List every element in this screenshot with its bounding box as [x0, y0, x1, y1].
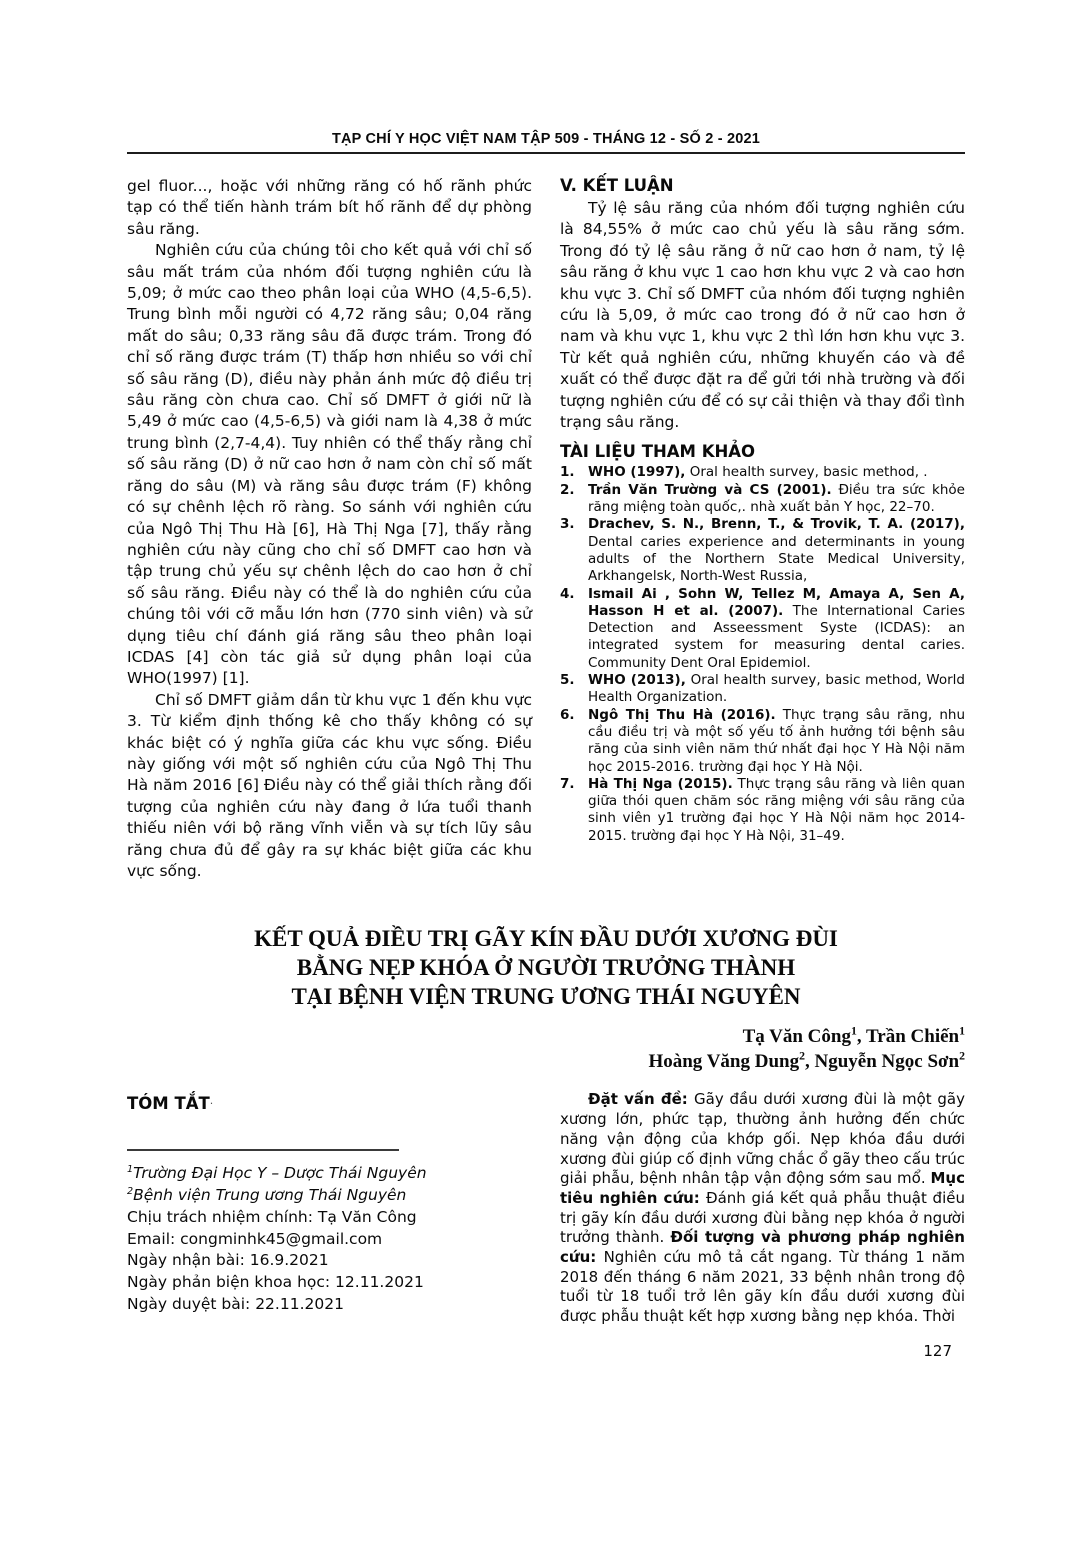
- reference-number: 2.: [560, 481, 575, 498]
- text-segment: 2: [799, 1050, 805, 1064]
- references-list: [560, 464, 965, 845]
- reference-text: Thực trạng sâu răng, nhu cầu điều trị và một số yếu tố ảnh hưởng tới bệnh sâu răng của sinh viên năm thứ nhất đại học Y Hà Nội năm học 2015-2016. trường đại học Y Hà Nội.: [588, 706, 966, 775]
- author-footnote: [127, 1149, 532, 1315]
- reference-item: [560, 516, 965, 585]
- reference-authors: WHO (2013),: [588, 672, 686, 689]
- page-number: 127: [923, 1342, 952, 1360]
- text-segment: 2: [959, 1050, 965, 1064]
- text-line: [127, 1185, 532, 1207]
- reference-number: 1.: [560, 464, 575, 481]
- article-authors: [127, 1024, 965, 1074]
- text-segment: Gãy đầu dưới xương đùi là một gãy xương lớn, phức tạp, thường ảnh hưởng đến chức năng vận động của khớp gối. Nẹp khóa đầu dưới xương đùi giúp cố định vững chắc ổ gãy theo cấu trúc giải phẫu, bệnh nhân tập vận động sớm sau mổ.: [560, 1090, 966, 1188]
- reference-number: 5.: [560, 672, 575, 689]
- reference-authors: Trần Văn Trường và CS (2001).: [588, 481, 832, 498]
- text-segment: Ngày phản biện khoa học: 12.11.2021: [127, 1272, 424, 1291]
- text-segment: Trường Đại Học Y – Dược Thái Nguyên: [133, 1164, 427, 1183]
- body-paragraph: gel fluor..., hoặc với những răng có hố rãnh phức tạp có thể tiến hành trám bít hố rãnh để dự phòng sâu răng.: [127, 177, 532, 238]
- reference-text: The International Caries Detection and Asseessment Syste (ICDAS): an integrated system for measuring dental caries. Community Dent Oral Epidemiol.: [588, 602, 966, 671]
- abstract-heading-text: TÓM TẮT: [127, 1094, 210, 1114]
- text-line: [127, 1229, 532, 1251]
- abstract-heading-dot: .: [209, 1094, 214, 1108]
- reference-item: [560, 482, 965, 517]
- reference-number: 6.: [560, 706, 575, 723]
- references-heading: TÀI LIỆU THAM KHẢO: [560, 442, 756, 462]
- reference-item: [560, 776, 965, 845]
- article1-left-column: [127, 176, 532, 882]
- text-segment: 1: [850, 1025, 857, 1039]
- reference-text: Oral health survey, basic method, .: [685, 464, 928, 481]
- footnote-rule: [127, 1149, 399, 1151]
- text-line: [127, 1294, 532, 1316]
- journal-header: TẠP CHÍ Y HỌC VIỆT NAM TẬP 509 - THÁNG 12 - SỐ 2 - 2021: [127, 131, 965, 154]
- text-segment: Đối tượng và phương pháp nghiên cứu:: [560, 1228, 965, 1267]
- footnote-lines: [127, 1163, 532, 1315]
- body-paragraph: Nghiên cứu của chúng tôi cho kết quả với chỉ số sâu mất trám của nhóm đối tượng nghiên cứu là 5,09; ở mức cao theo phân loại của WHO (4,5-6,5). Trung bình mỗi người có 4,72 răng sâu; 0,04 răng mất do sâu; 0,33 răng sâu đã được trám. Trong đó chỉ số răng được trám (T) thấp hơn nhiều so với chỉ số sâu răng (D), điều này phản ánh mức độ điều trị sâu răng còn chưa cao. Chỉ số DMFT ở giới nữ là 5,49 ở mức cao (4,5-6,5) và giới nam là 4,38 ở mức trung bình (2,7-4,4). Tuy nhiên có thể thấy rằng chỉ số sâu răng (D) ở nữ cao hơn ở nam còn chỉ số mất răng do sâu (M) và răng sâu được trám (F) không có sự chênh lệch rõ ràng. So sánh với nghiên cứu của Ngô Thị Thu Hà [6], Hà Thị Nga [7], thấy rằng nghiên cứu này cũng cho chỉ số DMFT cao hơn và tập trung chủ yếu sự chênh lệch do cao hơn ở chỉ số sâu răng. Điều này có thể là do nghiên cứu của chúng tôi với cỡ mẫu lớn hơn (770 sinh viên) và sử dụng tiêu chí đánh giá răng sâu theo phân loại ICDAS [4] còn tác giả sử dụng phân loại của WHO(1997) [1].: [127, 241, 532, 688]
- abstract-paragraph: [560, 1090, 965, 1326]
- text-segment: , Trần Chiến: [856, 1026, 960, 1048]
- text-segment: Đánh giá kết quả phẫu thuật điều trị gãy kín đầu dưới xương đùi bằng nẹp khóa ở người trưởng thành.: [560, 1188, 965, 1247]
- text-segment: Bệnh viện Trung ương Thái Nguyên: [133, 1186, 407, 1205]
- conclusion-heading: V. KẾT LUẬN: [560, 176, 674, 195]
- text-line: [127, 1272, 532, 1294]
- reference-number: 7.: [560, 775, 575, 792]
- reference-authors: Ngô Thị Thu Hà (2016).: [588, 706, 776, 723]
- reference-item: [560, 672, 965, 707]
- reference-authors: Ismail Ai , Sohn W, Tellez M, Amaya A, Sen A, Hasson H et al. (2007).: [588, 585, 965, 619]
- article2-right-column: [560, 1090, 965, 1326]
- reference-item: [560, 707, 965, 776]
- article2-columns: [127, 1090, 965, 1326]
- text-segment: Chịu trách nhiệm chính: Tạ Văn Công: [127, 1207, 417, 1226]
- article-title-line: KẾT QUẢ ĐIỀU TRỊ GÃY KÍN ĐẦU DƯỚI XƯƠNG ĐÙI: [254, 926, 838, 952]
- reference-authors: WHO (1997),: [588, 464, 686, 481]
- reference-number: 4.: [560, 585, 575, 602]
- body-paragraph: Chỉ số DMFT giảm dần từ khu vực 1 đến khu vực 3. Từ kiểm định thống kê cho thấy không có sự khác biệt có ý nghĩa giữa các khu vực sống. Điều này giống với một số nghiên cứu của Ngô Thị Thu Hà năm 2016 [6] Điều này có thể giải thích rằng đối tượng của nghiên cứu này đang ở lứa tuổi thanh thiếu niên với bộ răng vĩnh viễn và sự tích lũy sâu răng chưa đủ để gây ra sự khác biệt giữa các khu vực sống.: [127, 690, 532, 880]
- text-line: [127, 1049, 965, 1074]
- conclusion-paragraph: Tỷ lệ sâu răng của nhóm đối tượng nghiên cứu là 84,55% ở mức cao chủ yếu là sâu răng sớm. Trong đó tỷ lệ sâu răng ở nữ cao hơn ở nam, tỷ lệ sâu răng ở khu vực 1 cao hơn khu vực 2 và cao hơn khu vực 3. Chỉ số DMFT của nhóm đối tượng nghiên cứu là 5,09, ở mức cao trong đó ở nữ cao hơn ở nam và khu vực 1, khu vực 2 thì lớn hơn khu vực 3. Từ kết quả nghiên cứu, những khuyến cáo và đề xuất có thể được đặt ra để gửi tới nhà trường và đối tượng nghiên cứu để có sự cải thiện và thay đổi tình trạng sâu răng.: [560, 199, 965, 432]
- text-line: [127, 1163, 532, 1185]
- text-segment: 1: [127, 1164, 134, 1176]
- discussion-paragraphs: [127, 176, 532, 882]
- text-segment: Hoàng Văng Dung: [648, 1051, 800, 1073]
- article-title-line: TẠI BỆNH VIỆN TRUNG ƯƠNG THÁI NGUYÊN: [291, 984, 801, 1010]
- text-segment: , Nguyễn Ngọc Sơn: [805, 1051, 960, 1073]
- text-segment: Tạ Văn Công: [742, 1026, 851, 1048]
- text-line: [127, 1024, 965, 1049]
- text-line: [127, 1207, 532, 1229]
- text-segment: Mục tiêu nghiên cứu:: [560, 1169, 965, 1207]
- reference-number: 3.: [560, 516, 575, 533]
- reference-item: [560, 586, 965, 672]
- article1-right-column: [560, 176, 965, 882]
- article1-columns: [127, 176, 965, 882]
- text-segment: Ngày duyệt bài: 22.11.2021: [127, 1294, 344, 1313]
- article-title-line: BẰNG NẸP KHÓA Ở NGƯỜI TRƯỞNG THÀNH: [296, 955, 796, 981]
- text-segment: Nghiên cứu mô tả cắt ngang. Từ tháng 1 năm 2018 đến tháng 6 năm 2021, 33 bệnh nhân trong độ tuổi từ 18 tuổi trở lên gãy kín đầu dưới xương đùi được phẫu thuật kết hợp xương bằng nẹp khóa. Thời: [560, 1248, 965, 1326]
- article-title: [127, 924, 965, 1011]
- abstract-heading: [127, 1094, 532, 1113]
- reference-text: Thực trạng sâu răng và liên quan giữa thói quen chăm sóc răng miệng với sâu răng của sinh viên y1 trường đại học Y Hà Nội năm học 2014-2015. trường đại học Y Hà Nội, 31–49.: [588, 775, 965, 844]
- text-line: [127, 1250, 532, 1272]
- article2-left-column: [127, 1090, 532, 1326]
- text-segment: 2: [127, 1185, 134, 1197]
- text-segment: Ngày nhận bài: 16.9.2021: [127, 1251, 329, 1270]
- reference-item: [560, 464, 965, 481]
- reference-text: Dental caries experience and determinants in young adults of the Northern State Medical University, Arkhangelsk, North-West Russia,: [588, 533, 965, 585]
- text-segment: 1: [959, 1025, 965, 1039]
- reference-text: Điều tra sức khỏe răng miệng toàn quốc,. nhà xuất bản Y học, 22–70.: [588, 481, 965, 516]
- reference-text: Oral health survey, basic method, World Health Organization.: [588, 672, 965, 706]
- text-segment: Email: congminhk45@gmail.com: [127, 1229, 383, 1248]
- reference-authors: Hà Thị Nga (2015).: [588, 775, 733, 792]
- text-segment: Đặt vấn đề:: [588, 1090, 694, 1109]
- reference-authors: Drachev, S. N., Brenn, T., & Trovik, T. A. (2017),: [588, 516, 965, 533]
